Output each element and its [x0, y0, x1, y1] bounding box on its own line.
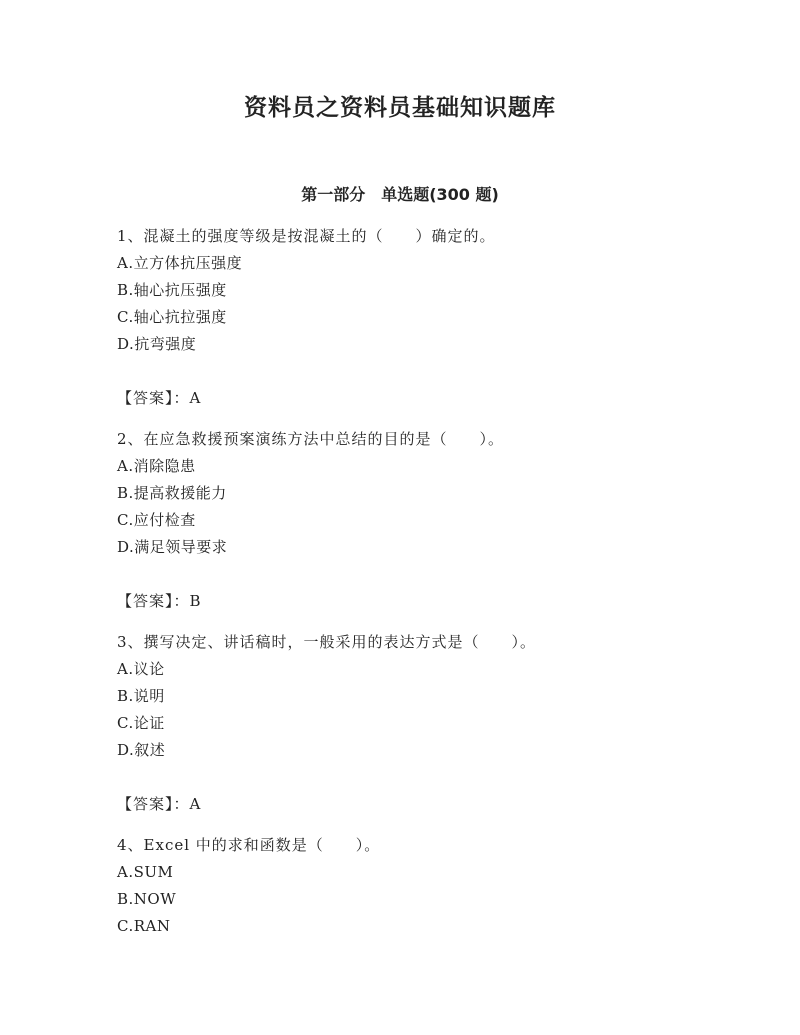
option-c: C.RAN	[117, 917, 171, 935]
option-c: C.轴心抗拉强度	[117, 308, 227, 326]
option-a: A.议论	[117, 660, 165, 678]
option-b: B.轴心抗压强度	[117, 281, 227, 299]
question-4	[117, 832, 737, 940]
question-stem: 3、撰写决定、讲话稿时，一般采用的表达方式是（ ）。	[117, 633, 537, 651]
option-b: B.说明	[117, 687, 165, 705]
option-a: A.消除隐患	[117, 457, 196, 475]
option-a: A.SUM	[117, 863, 174, 881]
question-stem: 2、在应急救援预案演练方法中总结的目的是（ ）。	[117, 430, 505, 448]
question-2	[117, 426, 737, 615]
option-b: B.NOW	[117, 890, 177, 908]
answer-line: 【答案】：A	[117, 795, 202, 813]
option-c: C.论证	[117, 714, 165, 732]
option-d: D.满足领导要求	[117, 538, 228, 556]
option-b: B.提高救援能力	[117, 484, 227, 502]
answer-line: 【答案】：B	[117, 592, 202, 610]
question-stem: 1、混凝土的强度等级是按混凝土的（ ）确定的。	[117, 227, 496, 245]
page-title: 资料员之资料员基础知识题库	[244, 95, 556, 121]
question-3	[117, 629, 737, 818]
answer-line: 【答案】：A	[117, 389, 202, 407]
question-stem: 4、Excel 中的求和函数是（ ）。	[117, 836, 381, 854]
option-d: D.叙述	[117, 741, 166, 759]
question-1	[117, 223, 737, 412]
option-c: C.应付检查	[117, 511, 196, 529]
option-a: A.立方体抗压强度	[117, 254, 243, 272]
question-list	[117, 223, 737, 940]
option-d: D.抗弯强度	[117, 335, 197, 353]
section-heading: 第一部分 单选题(300 题)	[301, 185, 499, 204]
